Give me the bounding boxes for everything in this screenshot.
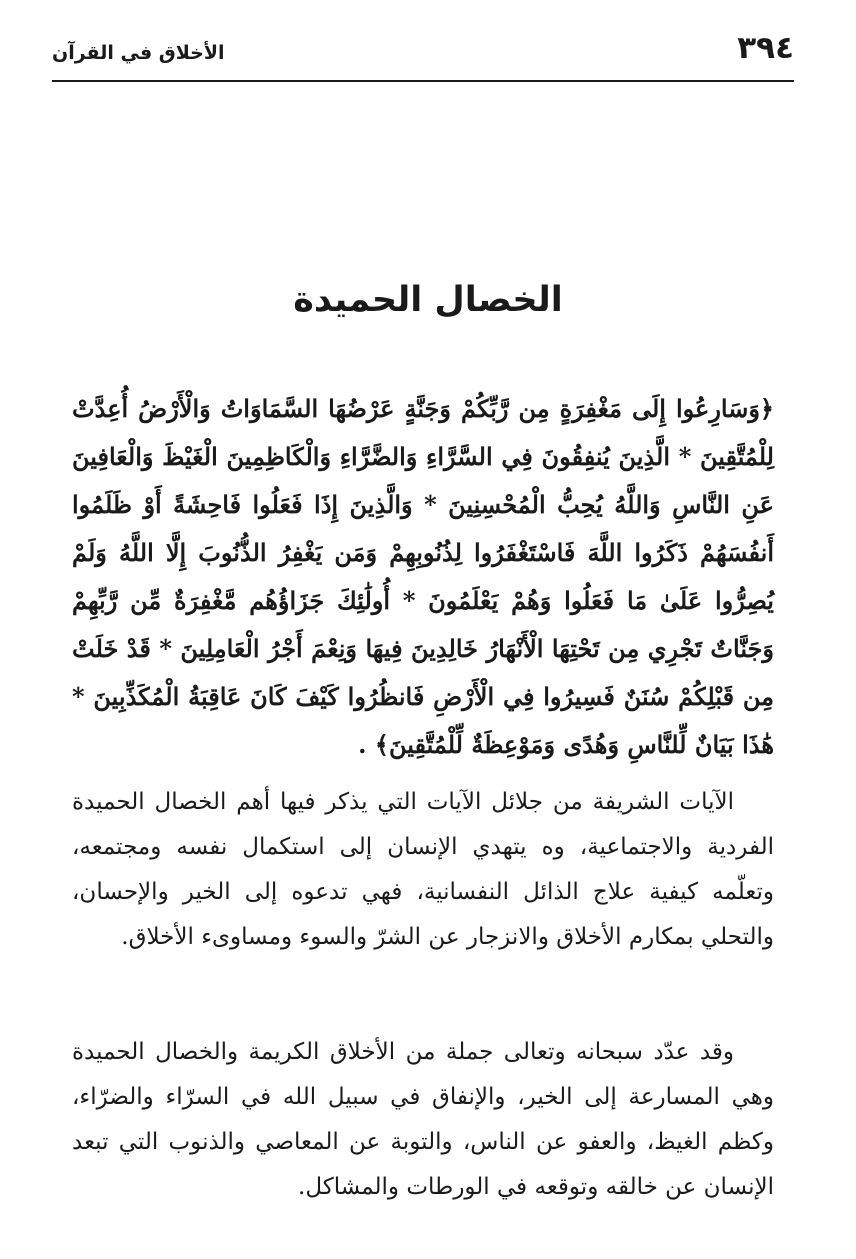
running-header <box>52 28 794 78</box>
body-paragraph-1 <box>72 780 774 960</box>
header-divider <box>52 80 794 82</box>
running-title: الأخلاق في القرآن <box>52 42 225 64</box>
body-paragraph-2 <box>72 1030 774 1210</box>
chapter-title: الخصال الحميدة <box>293 280 563 320</box>
page-number: ٣٩٤ <box>737 30 794 66</box>
paragraph-text: وقد عدّد سبحانه وتعالى جملة من الأخلاق الكريمة والخصال الحميدة وهي المسارعة إلى الخير، والإنفاق في سبيل الله في السرّاء والضرّاء، وكظم الغيظ، والعفو عن الناس، والتوبة عن المعاصي والذنوب التي تبعد الإنسان عن خالقه وتوقعه في الورطات والمشاكل. <box>72 1039 774 1200</box>
paragraph-text: الآيات الشريفة من جلائل الآيات التي يذكر فيها أهم الخصال الحميدة الفردية والاجتماعية، وه يتهدي الإنسان إلى استكمال نفسه ومجتمعه، وتعلّمه كيفية علاج الذائل النفسانية، فهي تدعوه إلى الخير والإحسان، والتحلي بمكارم الأخلاق والانزجار عن الشرّ والسوء ومساوىء الأخلاق. <box>72 789 774 950</box>
quran-verse-block: ﴿وَسَارِعُوا إِلَى مَغْفِرَةٍ مِن رَّبِّكُمْ وَجَنَّةٍ عَرْضُهَا السَّمَاوَاتُ وَالْأَرْضُ أُعِدَّتْ لِلْمُتَّقِينَ * الَّذِينَ يُنفِقُونَ فِي السَّرَّاءِ وَالضَّرَّاءِ وَالْكَاظِمِينَ الْغَيْظَ وَالْعَافِينَ عَنِ النَّاسِ وَاللَّهُ يُحِبُّ الْمُحْسِنِينَ * وَالَّذِينَ إِذَا فَعَلُوا فَاحِشَةً أَوْ ظَلَمُوا أَنفُسَهُمْ ذَكَرُوا اللَّهَ فَاسْتَغْفَرُوا لِذُنُوبِهِمْ وَمَن يَغْفِرُ الذُّنُوبَ إِلَّا اللَّهُ وَلَمْ يُصِرُّوا عَلَىٰ مَا فَعَلُوا وَهُمْ يَعْلَمُونَ * أُولَٰئِكَ جَزَاؤُهُم مَّغْفِرَةٌ مِّن رَّبِّهِمْ وَجَنَّاتٌ تَجْرِي مِن تَحْتِهَا الْأَنْهَارُ خَالِدِينَ فِيهَا وَنِعْمَ أَجْرُ الْعَامِلِينَ * قَدْ خَلَتْ مِن قَبْلِكُمْ سُنَنٌ فَسِيرُوا فِي الْأَرْضِ فَانظُرُوا كَيْفَ كَانَ عَاقِبَةُ الْمُكَذِّبِينَ * هَٰذَا بَيَانٌ لِّلنَّاسِ وَهُدًى وَمَوْعِظَةٌ لِّلْمُتَّقِينَ﴾ . <box>72 394 775 759</box>
